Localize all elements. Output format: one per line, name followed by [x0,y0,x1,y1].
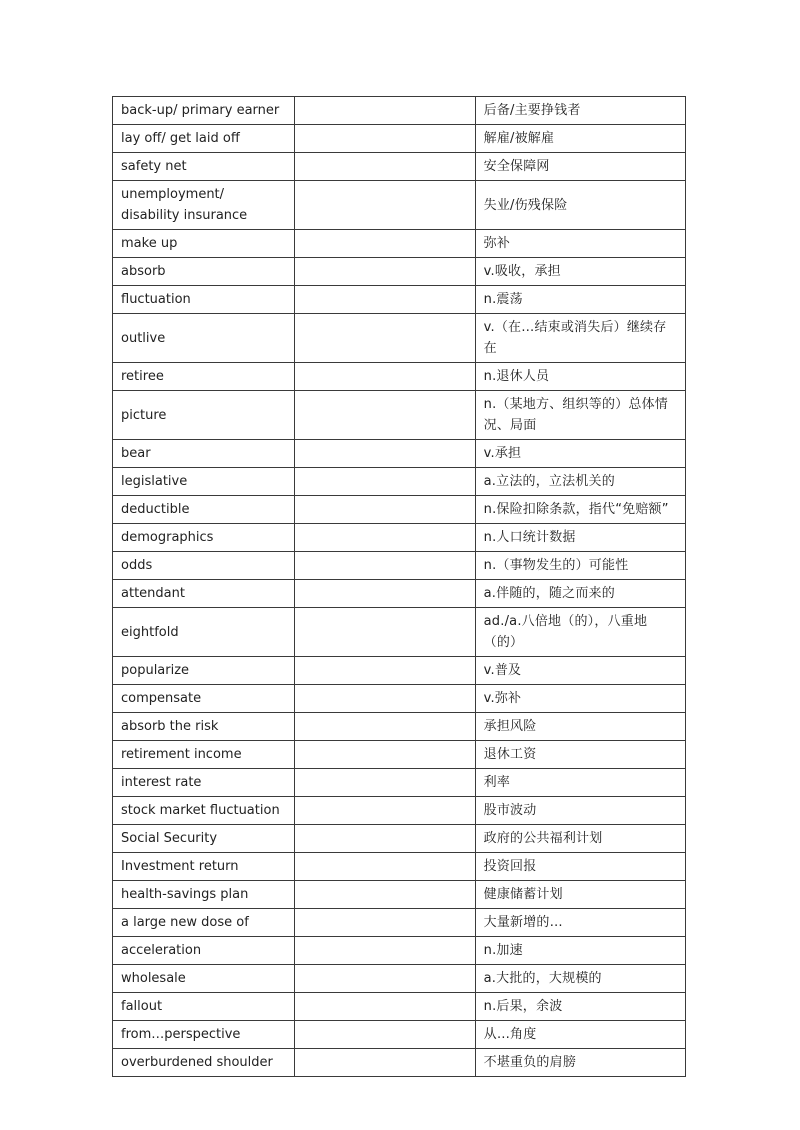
blank-answer-cell [295,125,475,153]
blank-answer-cell [295,881,475,909]
blank-answer-cell [295,258,475,286]
blank-answer-cell [295,363,475,391]
blank-answer-cell [295,153,475,181]
chinese-meaning-cell: 退休工资 [475,741,685,769]
chinese-meaning-cell: 失业/伤残保险 [475,181,685,230]
english-term-cell: eightfold [113,608,295,657]
blank-answer-cell [295,993,475,1021]
table-row [113,524,686,552]
blank-answer-cell [295,552,475,580]
blank-answer-cell [295,496,475,524]
chinese-meaning-cell: a.大批的，大规模的 [475,965,685,993]
table-row [113,1021,686,1049]
english-term-cell: Investment return [113,853,295,881]
table-row [113,363,686,391]
chinese-meaning-cell: n.震荡 [475,286,685,314]
english-term-cell: absorb [113,258,295,286]
english-term-cell: odds [113,552,295,580]
english-term-cell: retirement income [113,741,295,769]
english-term-cell: fluctuation [113,286,295,314]
chinese-meaning-cell: 不堪重负的肩膀 [475,1049,685,1077]
english-term-cell: make up [113,230,295,258]
english-term-cell: lay off/ get laid off [113,125,295,153]
english-term-cell: a large new dose of [113,909,295,937]
chinese-meaning-cell: n.退休人员 [475,363,685,391]
table-row [113,314,686,363]
chinese-meaning-cell: v.弥补 [475,685,685,713]
english-term-cell: Social Security [113,825,295,853]
chinese-meaning-cell: 利率 [475,769,685,797]
chinese-meaning-cell: v.（在…结束或消失后）继续存在 [475,314,685,363]
table-row [113,769,686,797]
table-row [113,657,686,685]
table-row [113,853,686,881]
blank-answer-cell [295,608,475,657]
table-row [113,391,686,440]
chinese-meaning-cell: n.加速 [475,937,685,965]
chinese-meaning-cell: n.人口统计数据 [475,524,685,552]
blank-answer-cell [295,1049,475,1077]
table-row [113,286,686,314]
english-term-cell: wholesale [113,965,295,993]
table-row [113,825,686,853]
blank-answer-cell [295,685,475,713]
english-term-cell: picture [113,391,295,440]
english-term-cell: absorb the risk [113,713,295,741]
blank-answer-cell [295,965,475,993]
blank-answer-cell [295,468,475,496]
table-row [113,608,686,657]
chinese-meaning-cell: n.保险扣除条款，指代“免赔额” [475,496,685,524]
english-term-cell: health-savings plan [113,881,295,909]
vocabulary-table [112,96,686,1077]
blank-answer-cell [295,797,475,825]
blank-answer-cell [295,391,475,440]
blank-answer-cell [295,909,475,937]
table-row [113,153,686,181]
table-row [113,741,686,769]
chinese-meaning-cell: 股市波动 [475,797,685,825]
table-row [113,258,686,286]
chinese-meaning-cell: v.普及 [475,657,685,685]
english-term-cell: stock market fluctuation [113,797,295,825]
table-row [113,580,686,608]
chinese-meaning-cell: 从…角度 [475,1021,685,1049]
table-row [113,937,686,965]
chinese-meaning-cell: 弥补 [475,230,685,258]
table-row [113,552,686,580]
table-row [113,797,686,825]
english-term-cell: bear [113,440,295,468]
english-term-cell: from…perspective [113,1021,295,1049]
blank-answer-cell [295,524,475,552]
blank-answer-cell [295,230,475,258]
english-term-cell: outlive [113,314,295,363]
blank-answer-cell [295,97,475,125]
english-term-cell: legislative [113,468,295,496]
blank-answer-cell [295,825,475,853]
english-term-cell: unemployment/ disability insurance [113,181,295,230]
chinese-meaning-cell: 安全保障网 [475,153,685,181]
english-term-cell: deductible [113,496,295,524]
blank-answer-cell [295,741,475,769]
chinese-meaning-cell: 大量新增的… [475,909,685,937]
chinese-meaning-cell: 解雇/被解雇 [475,125,685,153]
table-row [113,1049,686,1077]
table-row [113,713,686,741]
table-row [113,965,686,993]
chinese-meaning-cell: ad./a.八倍地（的），八重地（的） [475,608,685,657]
blank-answer-cell [295,580,475,608]
blank-answer-cell [295,440,475,468]
table-row [113,230,686,258]
english-term-cell: safety net [113,153,295,181]
table-row [113,881,686,909]
blank-answer-cell [295,853,475,881]
chinese-meaning-cell: v.承担 [475,440,685,468]
english-term-cell: demographics [113,524,295,552]
chinese-meaning-cell: n.后果，余波 [475,993,685,1021]
english-term-cell: acceleration [113,937,295,965]
blank-answer-cell [295,769,475,797]
chinese-meaning-cell: 后备/主要挣钱者 [475,97,685,125]
blank-answer-cell [295,937,475,965]
chinese-meaning-cell: 承担风险 [475,713,685,741]
english-term-cell: popularize [113,657,295,685]
table-row [113,685,686,713]
chinese-meaning-cell: 政府的公共福利计划 [475,825,685,853]
chinese-meaning-cell: n.（事物发生的）可能性 [475,552,685,580]
english-term-cell: overburdened shoulder [113,1049,295,1077]
english-term-cell: fallout [113,993,295,1021]
chinese-meaning-cell: 投资回报 [475,853,685,881]
table-row [113,993,686,1021]
blank-answer-cell [295,314,475,363]
english-term-cell: back-up/ primary earner [113,97,295,125]
chinese-meaning-cell: a.立法的，立法机关的 [475,468,685,496]
english-term-cell: compensate [113,685,295,713]
table-row [113,496,686,524]
chinese-meaning-cell: 健康储蓄计划 [475,881,685,909]
table-row [113,181,686,230]
english-term-cell: retiree [113,363,295,391]
table-row [113,125,686,153]
table-row [113,909,686,937]
vocabulary-table-body [113,97,686,1077]
chinese-meaning-cell: v.吸收，承担 [475,258,685,286]
english-term-cell: interest rate [113,769,295,797]
blank-answer-cell [295,713,475,741]
chinese-meaning-cell: a.伴随的，随之而来的 [475,580,685,608]
blank-answer-cell [295,181,475,230]
table-row [113,97,686,125]
blank-answer-cell [295,657,475,685]
blank-answer-cell [295,286,475,314]
table-row [113,468,686,496]
blank-answer-cell [295,1021,475,1049]
english-term-cell: attendant [113,580,295,608]
table-row [113,440,686,468]
chinese-meaning-cell: n.（某地方、组织等的）总体情况、局面 [475,391,685,440]
